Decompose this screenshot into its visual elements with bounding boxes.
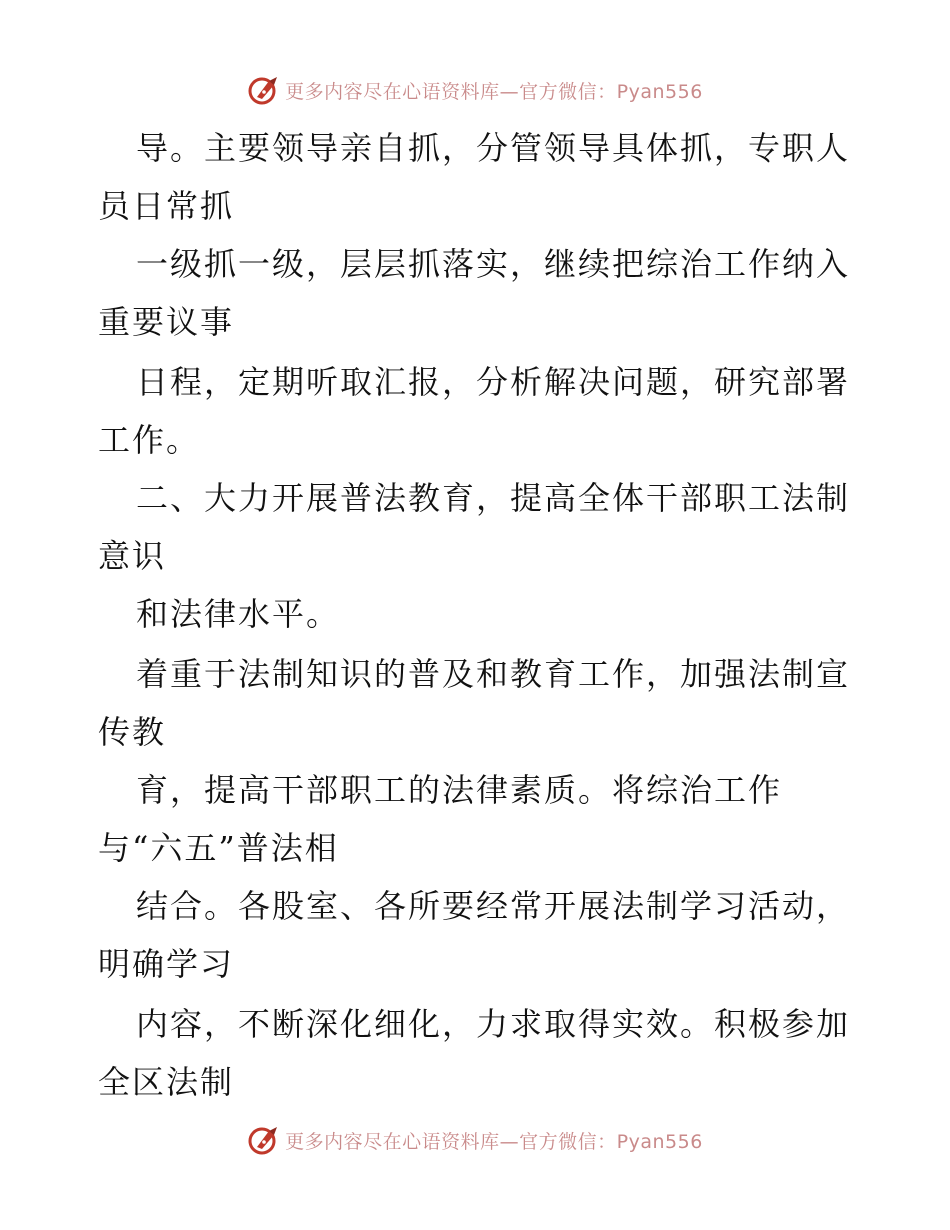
footer-watermark [0,1120,950,1160]
body-line: 与“六五”普法相 [98,829,339,867]
body-line: 育，提高干部职工的法律素质。将综治工作 [136,771,783,809]
body-line: 着重于法制知识的普及和教育工作，加强法制宣 [136,655,851,693]
body-line: 工作。 [98,421,201,459]
body-line: 导。主要领导亲自抓，分管领导具体抓，专职人 [136,129,851,167]
watermark-text: 更多内容尽在心语资料库—官方微信：Pyan556 [285,80,703,103]
body-line: 意识 [98,537,167,575]
watermark-text: 更多内容尽在心语资料库—官方微信：Pyan556 [285,1130,703,1153]
pen-nib-logo-icon [247,73,281,107]
body-line: 和法律水平。 [136,595,341,633]
pen-nib-logo-icon [247,1123,281,1157]
body-line: 全区法制 [98,1063,235,1101]
body-line: 明确学习 [98,945,235,983]
body-line: 一级抓一级，层层抓落实，继续把综治工作纳入 [136,245,851,283]
body-line: 员日常抓 [98,187,235,225]
header-watermark [0,70,950,110]
body-line: 重要议事 [98,303,235,341]
body-line: 传教 [98,713,167,751]
body-line: 内容，不断深化细化，力求取得实效。积极参加 [136,1005,851,1043]
body-line: 结合。各股室、各所要经常开展法制学习活动， [136,887,851,925]
body-line: 二、大力开展普法教育，提高全体干部职工法制 [136,479,851,517]
body-line: 日程，定期听取汇报，分析解决问题，研究部署 [136,363,851,401]
